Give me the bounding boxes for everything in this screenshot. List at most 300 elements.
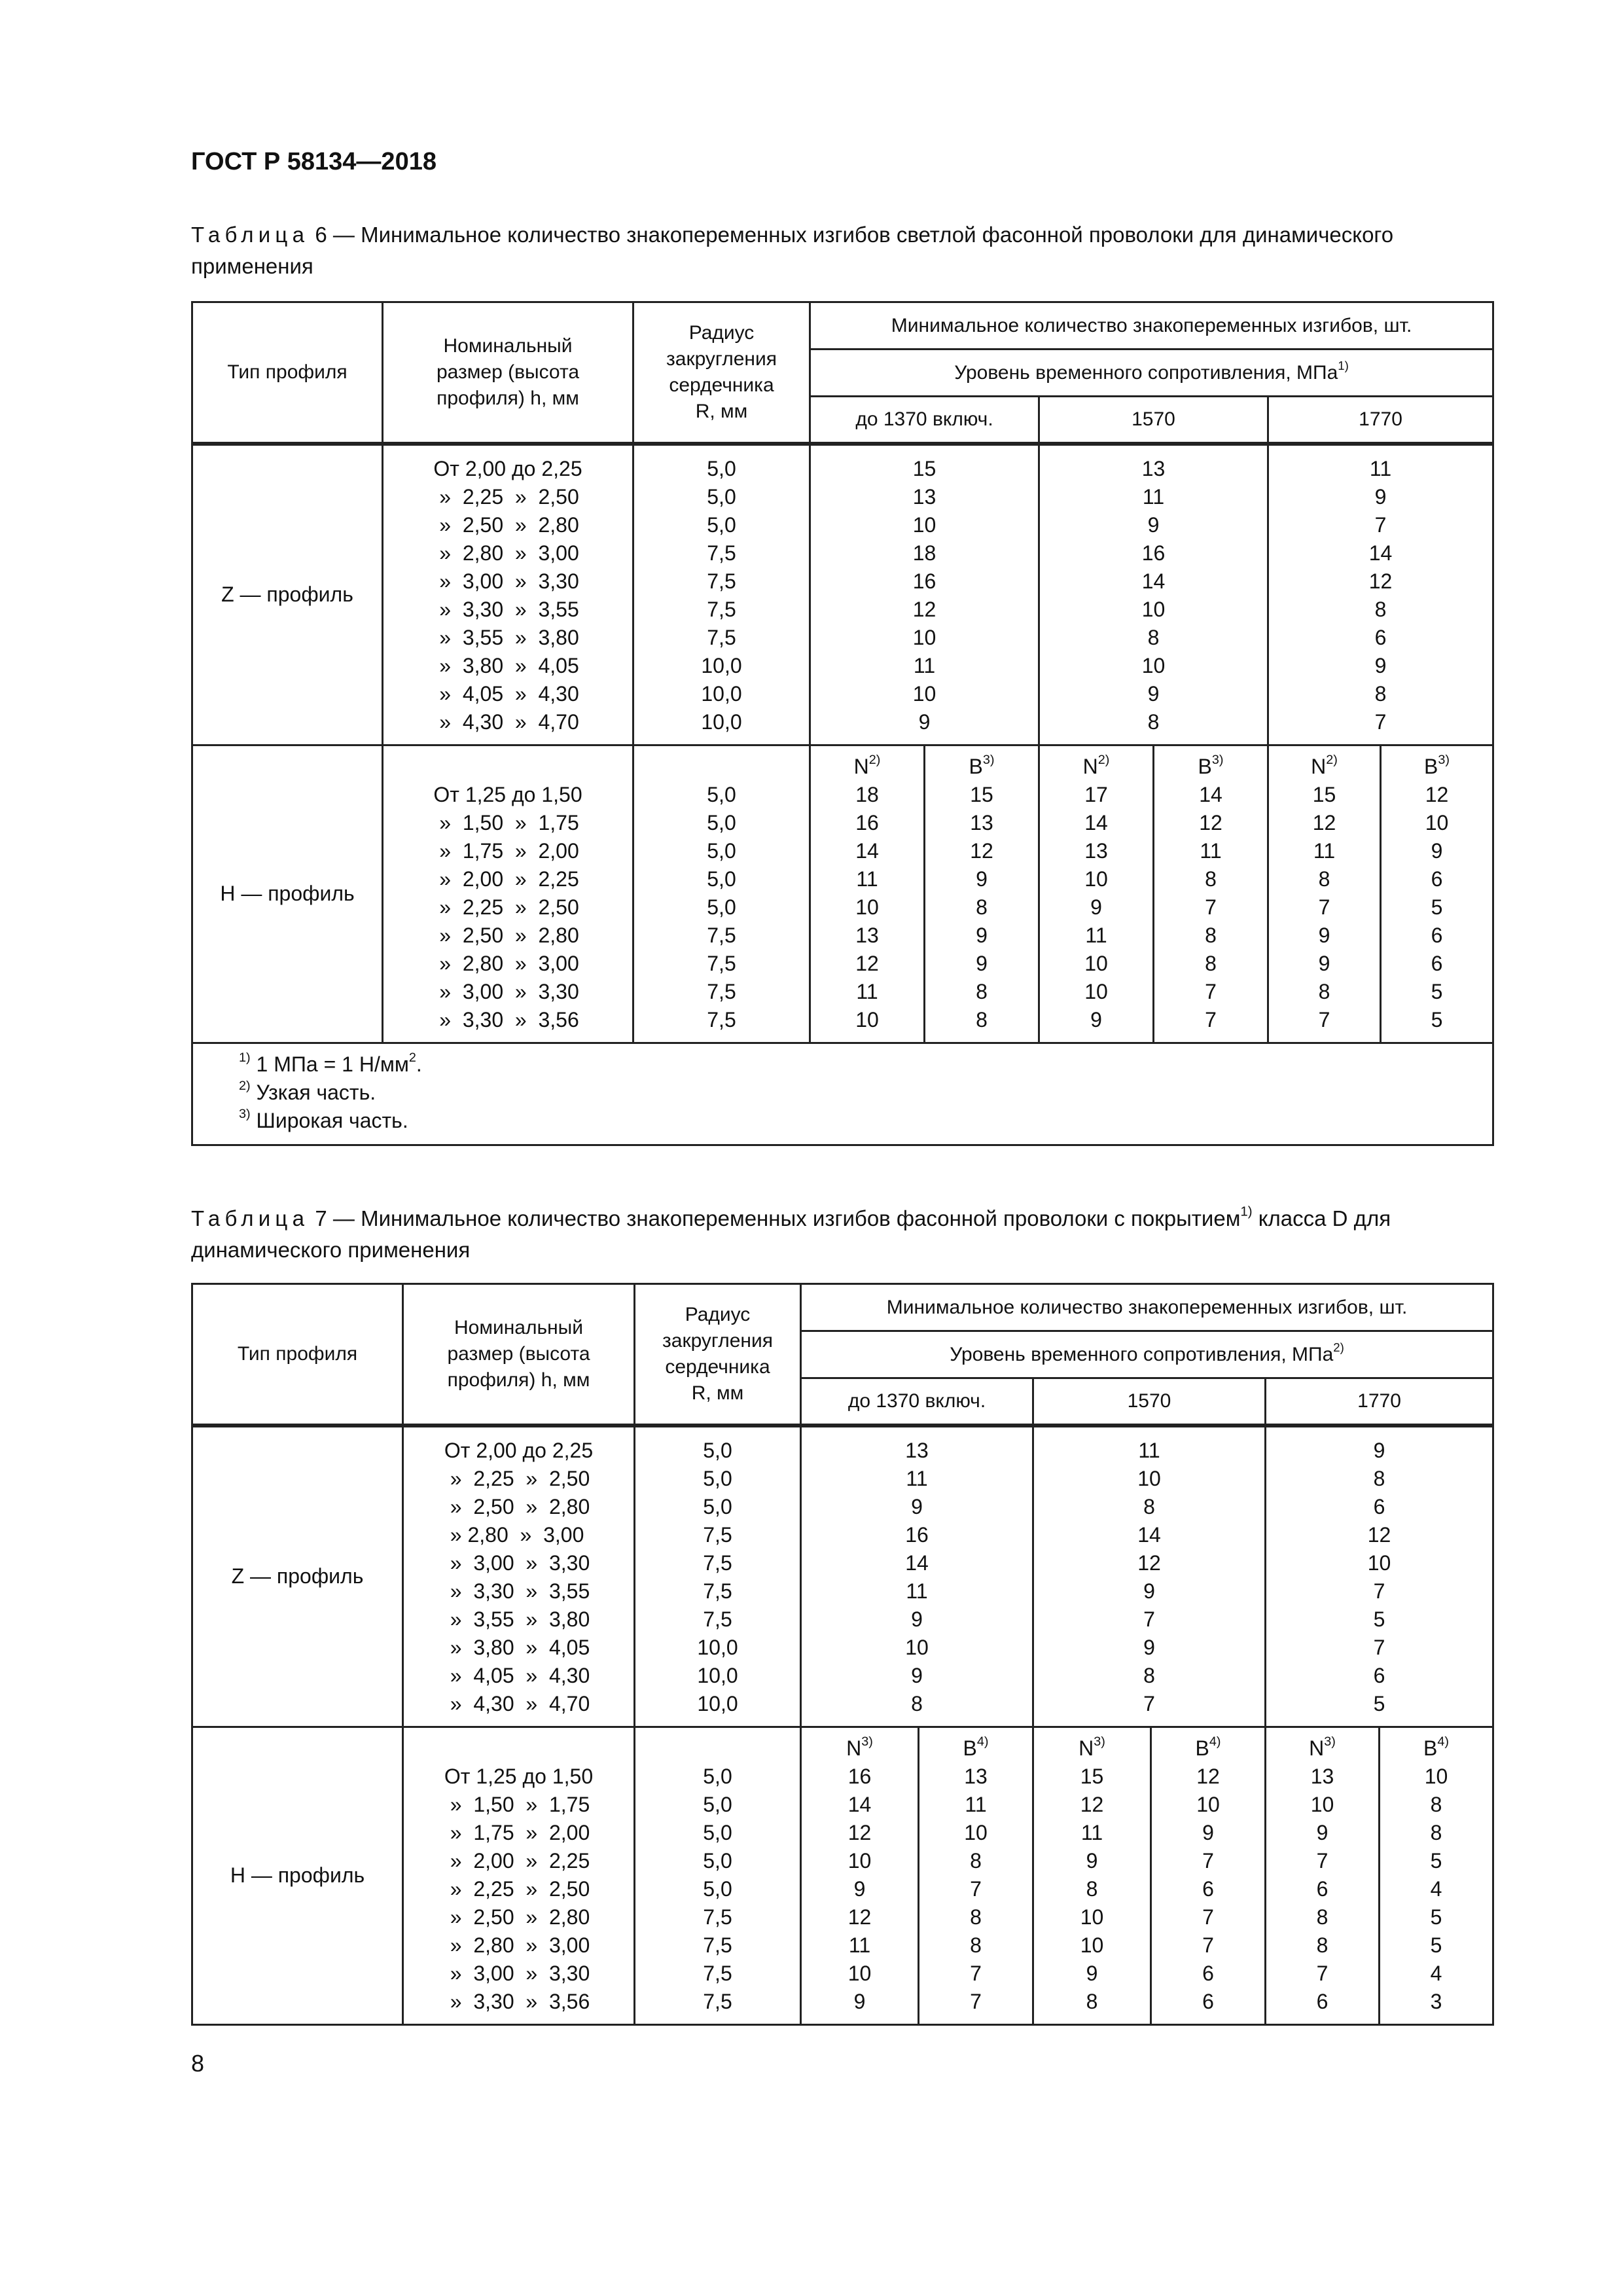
- h-1370-b-value: 10: [964, 1820, 988, 1844]
- z-values-1370-value: 13: [912, 484, 936, 509]
- z-values-1370-value: 16: [905, 1522, 929, 1547]
- h-1570-n-value: 9: [1090, 1007, 1102, 1031]
- h-sizes-value: » 3,30 » 3,56: [433, 1007, 579, 1031]
- h-1570-b-value: 6: [1202, 1876, 1214, 1901]
- table7: [191, 1283, 1494, 2026]
- z-values-1770-value: 9: [1374, 484, 1387, 509]
- h-1770-b: $B^{3)}$ 12 10 9 6 5 6 6 5 5: [1381, 745, 1493, 1043]
- z-sizes-value: » 4,05 » 4,30: [444, 1663, 590, 1687]
- z-radius-value: 10,0: [701, 709, 742, 734]
- h-1570-n-value: 10: [1084, 979, 1108, 1003]
- h-radius-value: 5,0: [703, 1820, 732, 1844]
- z-values-1370-value: 9: [911, 1607, 923, 1631]
- table7-z-row: [192, 1426, 1493, 1727]
- h-radius-value: 5,0: [707, 810, 736, 834]
- h-1370-n-value: 10: [855, 1007, 879, 1031]
- h-1370-b-value: 7: [970, 1961, 982, 1985]
- z-sizes-value: » 2,50 » 2,80: [433, 512, 579, 537]
- h-1370-n-value: 9: [853, 1989, 866, 2013]
- h-radius-value: 7,5: [707, 951, 736, 975]
- z-values-1370-value: 11: [913, 653, 936, 677]
- z-values-1570-value: 16: [1141, 541, 1166, 565]
- h-1570-b-value: 11: [1200, 838, 1222, 863]
- h-1770-b-value: 3: [1430, 1989, 1442, 2013]
- z-values-1770-value: 9: [1373, 1438, 1385, 1462]
- level-1570: 1570: [1039, 397, 1268, 444]
- document-header: ГОСТ Р 58134—2018: [191, 148, 437, 175]
- h-1570-n-value: 10: [1080, 1933, 1104, 1957]
- h-1370-b-value: 9: [976, 867, 988, 891]
- h-radius-value: 5,0: [703, 1848, 732, 1873]
- z-values-1770-value: 14: [1368, 541, 1393, 565]
- h-1570-n-value: 17: [1084, 782, 1108, 806]
- h-radius-value: 5,0: [707, 867, 736, 891]
- table6-caption: Таблица 6 — Минимальное количество знакопеременных изгибов светлой фасонной проволоки для динамического применения: [191, 223, 1394, 278]
- z-values-1570-value: 8: [1143, 1494, 1155, 1518]
- h-1570-b-value: 7: [1202, 1905, 1214, 1929]
- h-1770-n-value: 12: [1312, 810, 1336, 834]
- z-radius-value: 5,0: [703, 1494, 732, 1518]
- z-values-1370-value: 16: [912, 569, 936, 593]
- h-radius: [633, 745, 810, 1043]
- h-1370-n-value: 14: [855, 838, 879, 863]
- page-number: 8: [191, 2050, 205, 2077]
- z-sizes-value: » 3,00 » 3,30: [444, 1551, 590, 1575]
- h-1370-b-value: 8: [976, 1007, 988, 1031]
- h-sizes-value: » 2,25 » 2,50: [433, 895, 579, 919]
- h-1570-b-value: 10: [1196, 1792, 1220, 1816]
- h-radius-value: 7,5: [703, 1933, 732, 1957]
- col-header-type: Тип профиля: [192, 1284, 403, 1426]
- level-1370: до 1370 включ.: [801, 1378, 1033, 1426]
- h-sizes-value: » 2,80 » 3,00: [444, 1933, 590, 1957]
- h-1770-b-value: 5: [1431, 1007, 1443, 1031]
- z-values-1570: [1039, 444, 1268, 745]
- h-1770-n: $N^{2)}$ 15 12 11 8 7 9 9 8 7: [1268, 745, 1381, 1043]
- z-values-1570-value: 11: [1138, 1438, 1160, 1462]
- z-values-1370-value: 9: [911, 1663, 923, 1687]
- z-values-1770-value: 7: [1373, 1635, 1385, 1659]
- h-1770-b-value: 5: [1430, 1933, 1442, 1957]
- z-values-1570-value: 8: [1147, 709, 1160, 734]
- z-values-1370-value: 10: [912, 625, 936, 649]
- h-1570-n-value: 15: [1080, 1764, 1104, 1788]
- h-1770-n-value: 7: [1318, 1007, 1330, 1031]
- h-1570-b-value: 7: [1205, 895, 1217, 919]
- footnote-1: $^{1)}$ 1 МПа = 1 $Н/мм^2$.: [239, 1050, 422, 1076]
- profile-label-z: Z — профиль: [192, 444, 383, 745]
- h-1570-b-value: 7: [1202, 1933, 1214, 1957]
- z-values-1770-value: 8: [1374, 681, 1387, 706]
- h-sizes-value: » 3,00 » 3,30: [444, 1961, 590, 1985]
- h-1770-b-value: 4: [1430, 1876, 1442, 1901]
- h-1570-n-value: 10: [1084, 867, 1108, 891]
- h-sizes-value: » 2,25 » 2,50: [444, 1876, 590, 1901]
- level-1570: 1570: [1033, 1378, 1266, 1426]
- z-values-1370: [801, 1426, 1033, 1727]
- z-radius-value: 10,0: [697, 1663, 738, 1687]
- level-1370: до 1370 включ.: [810, 397, 1039, 444]
- h-1570-n-value: 9: [1086, 1848, 1098, 1873]
- h-sizes-value: » 2,50 » 2,80: [444, 1905, 590, 1929]
- z-values-1570-value: 14: [1141, 569, 1166, 593]
- z-values-1770-value: 7: [1374, 512, 1387, 537]
- z-values-1770-value: 10: [1367, 1551, 1391, 1575]
- z-sizes-value: » 2,80 » 3,00: [444, 1522, 584, 1547]
- h-1770-b-value: 9: [1431, 838, 1443, 863]
- z-radius-value: 10,0: [697, 1691, 738, 1715]
- h-1370-b: $B^{3)}$ 15 13 12 9 8 9 9 8 8: [925, 745, 1039, 1043]
- z-radius-value: 5,0: [707, 512, 736, 537]
- h-1770-n-value: 10: [1310, 1792, 1334, 1816]
- footnote-2: $^{2)}$ Узкая часть.: [239, 1078, 376, 1104]
- col-header-level: Уровень временного сопротивления, МПа$^{1)}$: [810, 350, 1493, 397]
- z-values-1570-value: 7: [1143, 1607, 1155, 1631]
- h-radius-value: 5,0: [703, 1792, 732, 1816]
- z-values-1370-value: 15: [912, 456, 936, 480]
- z-sizes-value: » 2,25 » 2,50: [444, 1466, 590, 1490]
- h-1770-n-value: 8: [1316, 1933, 1329, 1957]
- h-radius-value: 5,0: [703, 1876, 732, 1901]
- h-1570-b: $B^{3)}$ 14 12 11 8 7 8 8 7 7: [1154, 745, 1268, 1043]
- h-1570-n-value: 10: [1084, 951, 1108, 975]
- h-1570-n-value: 10: [1080, 1905, 1104, 1929]
- h-1370-n-value: 11: [856, 867, 878, 891]
- h-radius-value: 7,5: [707, 923, 736, 947]
- level-1770: 1770: [1268, 397, 1493, 444]
- h-1770-n-value: 15: [1312, 782, 1336, 806]
- h-1770-b-value: 6: [1431, 923, 1443, 947]
- level-1770: 1770: [1266, 1378, 1493, 1426]
- h-1770-b-value: 10: [1425, 810, 1449, 834]
- h-radius-value: 5,0: [703, 1764, 732, 1788]
- z-values-1570-value: 9: [1147, 512, 1160, 537]
- h-radius-value: 7,5: [703, 1961, 732, 1985]
- h-1370-n-value: 16: [855, 810, 879, 834]
- h-1370-n-value: 9: [853, 1876, 866, 1901]
- h-sizes-value: » 2,00 » 2,25: [433, 867, 579, 891]
- h-1570-b-value: 14: [1199, 782, 1222, 806]
- h-sizes-value: » 2,50 » 2,80: [433, 923, 579, 947]
- z-sizes-value: От 2,00 до 2,25: [433, 456, 582, 480]
- z-radius-value: 7,5: [707, 597, 736, 621]
- h-1370-n-value: 11: [856, 979, 878, 1003]
- z-values-1570-value: 8: [1147, 625, 1160, 649]
- z-radius-value: 7,5: [703, 1607, 732, 1631]
- h-1370-b-value: 8: [976, 979, 988, 1003]
- h-1770-n-value: 8: [1316, 1905, 1329, 1929]
- h-1570-n-value: 12: [1080, 1792, 1104, 1816]
- col-header-radius: Радиус закругления сердечника R, мм: [635, 1284, 801, 1426]
- h-1370-n-value: 16: [847, 1764, 872, 1788]
- h-1770-n-value: 6: [1316, 1989, 1329, 2013]
- h-1770-n-value: 7: [1316, 1961, 1329, 1985]
- z-values-1770-value: 11: [1369, 456, 1392, 480]
- h-sizes-value: » 2,00 » 2,25: [444, 1848, 590, 1873]
- z-radius-value: 7,5: [703, 1551, 732, 1575]
- h-1370-b-value: 9: [976, 951, 988, 975]
- z-sizes-value: » 3,30 » 3,55: [433, 597, 579, 621]
- z-radius-value: 10,0: [701, 681, 742, 706]
- table7-caption: Таблица 7 — Минимальное количество знакопеременных изгибов фасонной проволоки с покрытием$^{1)}$ класса D для динамического применения: [191, 1204, 1391, 1262]
- h-1570-b-value: 8: [1205, 867, 1217, 891]
- h-1770-n-value: 9: [1318, 951, 1330, 975]
- h-sizes-value: От 1,25 до 1,50: [433, 782, 582, 806]
- z-values-1770: [1266, 1426, 1493, 1727]
- col-header-size: Номинальный размер (высота профиля) h, мм: [383, 302, 633, 444]
- h-1570-b-value: 6: [1202, 1989, 1214, 2013]
- col-header-radius: Радиус закругления сердечника R, мм: [633, 302, 810, 444]
- z-values-1570-value: 7: [1143, 1691, 1155, 1715]
- h-1770-b: $B^{4)}$ 10 8 8 5 4 5 5 4 3: [1380, 1727, 1493, 2024]
- profile-label-h: H — профиль: [192, 745, 383, 1043]
- col-header-type: Тип профиля: [192, 302, 383, 444]
- table6-footnotes: [192, 1043, 1493, 1145]
- table6-h-row: [192, 745, 1493, 1043]
- z-values-1370-value: 9: [918, 709, 931, 734]
- h-radius-value: 5,0: [707, 782, 736, 806]
- h-1370-n-value: 18: [855, 782, 879, 806]
- z-values-1570-value: 11: [1142, 484, 1165, 509]
- z-values-1770-value: 8: [1374, 597, 1387, 621]
- h-1570-b-value: 8: [1205, 923, 1217, 947]
- h-1370-n-value: 12: [855, 951, 879, 975]
- h-sizes-value: » 1,75 » 2,00: [433, 838, 579, 863]
- h-1770-n-value: 7: [1318, 895, 1330, 919]
- z-values-1370-value: 10: [912, 681, 936, 706]
- h-1770-b-value: 6: [1431, 951, 1443, 975]
- h-1570-n-value: 14: [1084, 810, 1108, 834]
- z-values-1570-value: 13: [1141, 456, 1166, 480]
- h-1570-n-value: 13: [1084, 838, 1108, 863]
- col-header-size: Номинальный размер (высота профиля) h, мм: [403, 1284, 635, 1426]
- z-values-1370-value: 10: [905, 1635, 929, 1659]
- z-values-1570-value: 10: [1141, 653, 1166, 677]
- z-radius-value: 5,0: [703, 1438, 732, 1462]
- z-sizes-value: » 2,25 » 2,50: [433, 484, 579, 509]
- h-1370-b-value: 7: [970, 1989, 982, 2013]
- h-1570-n-value: 8: [1086, 1876, 1098, 1901]
- h-1370-b-value: 8: [970, 1933, 982, 1957]
- z-values-1370-value: 9: [911, 1494, 923, 1518]
- z-sizes-value: От 2,00 до 2,25: [444, 1438, 594, 1462]
- col-header-min-bends: Минимальное количество знакопеременных изгибов, шт.: [801, 1284, 1493, 1331]
- h-1370-n-value: 11: [848, 1933, 871, 1957]
- z-sizes-value: » 4,30 » 4,70: [433, 709, 579, 734]
- h-1770-n-value: 6: [1316, 1876, 1329, 1901]
- z-sizes-value: » 3,80 » 4,05: [433, 653, 579, 677]
- h-1370-n-value: 10: [847, 1848, 872, 1873]
- z-values-1570-value: 9: [1147, 681, 1160, 706]
- h-1370-b-value: 13: [970, 810, 993, 834]
- h-1370-n-value: 12: [847, 1905, 872, 1929]
- h-1570-n: $N^{2)}$ 17 14 13 10 9 11 10 10 9: [1039, 745, 1154, 1043]
- h-1770-b-value: 8: [1430, 1820, 1442, 1844]
- h-sizes-value: » 3,00 » 3,30: [433, 979, 579, 1003]
- z-radius-value: 5,0: [703, 1466, 732, 1490]
- h-1370-n-value: 12: [847, 1820, 872, 1844]
- z-values-1370-value: 8: [911, 1691, 923, 1715]
- profile-label-h: H — профиль: [192, 1727, 403, 2024]
- h-sizes-value: От 1,25 до 1,50: [444, 1764, 594, 1788]
- z-values-1770-value: 12: [1368, 569, 1393, 593]
- h-1570-n-value: 11: [1085, 923, 1107, 947]
- z-values-1370-value: 11: [906, 1466, 928, 1490]
- h-1570-b: $B^{4)}$ 12 10 9 7 6 7 7 6 6: [1151, 1727, 1266, 2024]
- h-radius-value: 7,5: [703, 1905, 732, 1929]
- h-1370-b-value: 8: [970, 1905, 982, 1929]
- h-1770-b-value: 5: [1431, 895, 1443, 919]
- z-sizes-value: » 2,80 » 3,00: [433, 541, 579, 565]
- h-sizes: [383, 745, 633, 1043]
- h-1770-b-value: 10: [1424, 1764, 1448, 1788]
- z-radius-value: 10,0: [701, 653, 742, 677]
- z-values-1570-value: 14: [1137, 1522, 1161, 1547]
- h-1370-n-value: 10: [855, 895, 879, 919]
- h-1570-n-value: 9: [1090, 895, 1102, 919]
- h-1770-n-value: 9: [1316, 1820, 1329, 1844]
- h-1570-n-value: 8: [1086, 1989, 1098, 2013]
- h-1570-b-value: 8: [1205, 951, 1217, 975]
- table6-z-row: [192, 444, 1493, 745]
- h-1370-n-value: 10: [847, 1961, 872, 1985]
- z-sizes-value: » 3,00 » 3,30: [433, 569, 579, 593]
- z-values-1370-value: 11: [906, 1579, 928, 1603]
- h-1370-b-value: 15: [970, 782, 993, 806]
- z-sizes-value: » 3,30 » 3,55: [444, 1579, 590, 1603]
- z-sizes-value: » 2,50 » 2,80: [444, 1494, 590, 1518]
- h-1370-b-value: 8: [970, 1848, 982, 1873]
- h-1570-b-value: 7: [1205, 979, 1217, 1003]
- h-1570-n-value: 9: [1086, 1961, 1098, 1985]
- z-values-1770-value: 6: [1373, 1663, 1385, 1687]
- h-1770-n-value: 13: [1310, 1764, 1334, 1788]
- z-values-1570-value: 12: [1137, 1551, 1161, 1575]
- z-values-1770-value: 7: [1373, 1579, 1385, 1603]
- z-values-1570-value: 9: [1143, 1635, 1155, 1659]
- h-1370-n: $N^{2)}$ 18 16 14 11 10 13 12 11 10: [810, 745, 925, 1043]
- h-1570-n: $N^{3)}$ 15 12 11 9 8 10 10 9 8: [1033, 1727, 1151, 2024]
- h-sizes-value: » 1,75 » 2,00: [444, 1820, 590, 1844]
- z-radius-value: 7,5: [707, 569, 736, 593]
- table6: [191, 301, 1494, 1146]
- h-1770-b-value: 12: [1425, 782, 1449, 806]
- z-values-1770-value: 5: [1373, 1691, 1385, 1715]
- h-1770-n-value: 7: [1316, 1848, 1329, 1873]
- h-1770-b-value: 5: [1430, 1905, 1442, 1929]
- h-radius-value: 7,5: [707, 979, 736, 1003]
- h-radius-value: 5,0: [707, 838, 736, 863]
- z-values-1570-value: 10: [1137, 1466, 1161, 1490]
- z-values-1770-value: 5: [1373, 1607, 1385, 1631]
- h-radius: [635, 1727, 801, 2024]
- z-values-1770-value: 8: [1373, 1466, 1385, 1490]
- z-values-1370-value: 18: [912, 541, 936, 565]
- z-sizes-value: » 4,30 » 4,70: [444, 1691, 590, 1715]
- h-1370-b: $B^{4)}$ 13 11 10 8 7 8 8 7 7: [919, 1727, 1033, 2024]
- z-values-1570-value: 9: [1143, 1579, 1155, 1603]
- h-1370-b-value: 12: [970, 838, 993, 863]
- z-values-1370-value: 10: [912, 512, 936, 537]
- z-values-1570: [1033, 1426, 1266, 1727]
- z-radius-value: 7,5: [707, 625, 736, 649]
- z-values-1770-value: 7: [1374, 709, 1387, 734]
- h-radius-value: 7,5: [703, 1989, 732, 2013]
- h-radius-value: 5,0: [707, 895, 736, 919]
- z-values-1570-value: 8: [1143, 1663, 1155, 1687]
- h-1570-b-value: 6: [1202, 1961, 1214, 1985]
- h-1770-b-value: 4: [1430, 1961, 1442, 1985]
- table7-h-row: [192, 1727, 1493, 2024]
- h-1370-n: $N^{3)}$ 16 14 12 10 9 12 11 10 9: [801, 1727, 919, 2024]
- h-1370-n-value: 14: [847, 1792, 872, 1816]
- z-radius-value: 5,0: [707, 484, 736, 509]
- z-values-1370-value: 13: [905, 1438, 929, 1462]
- z-radius-value: 7,5: [703, 1579, 732, 1603]
- h-sizes-value: » 1,50 » 1,75: [444, 1792, 590, 1816]
- z-radius-value: 5,0: [707, 456, 736, 480]
- z-values-1370: [810, 444, 1039, 745]
- col-header-min-bends: Минимальное количество знакопеременных изгибов, шт.: [810, 302, 1493, 350]
- z-radius-value: 7,5: [703, 1522, 732, 1547]
- h-1570-n-value: 11: [1080, 1820, 1103, 1844]
- h-1570-b-value: 12: [1196, 1764, 1220, 1788]
- z-sizes-value: » 3,55 » 3,80: [433, 625, 579, 649]
- h-1570-b-value: 9: [1202, 1820, 1214, 1844]
- z-values-1370-value: 14: [905, 1551, 929, 1575]
- h-1770-b-value: 8: [1430, 1792, 1442, 1816]
- z-values-1370-value: 12: [912, 597, 936, 621]
- z-values-1770: [1268, 444, 1493, 745]
- z-radius-value: 7,5: [707, 541, 736, 565]
- h-1770-b-value: 6: [1431, 867, 1443, 891]
- h-sizes: [403, 1727, 635, 2024]
- h-1770-n: $N^{3)}$ 13 10 9 7 6 8 8 7 6: [1266, 1727, 1380, 2024]
- z-sizes-value: » 4,05 » 4,30: [433, 681, 579, 706]
- h-1770-n-value: 8: [1318, 979, 1330, 1003]
- z-radius-value: 10,0: [697, 1635, 738, 1659]
- h-1770-n-value: 11: [1313, 838, 1336, 863]
- z-radius: [633, 444, 810, 745]
- h-1770-n-value: 9: [1318, 923, 1330, 947]
- z-sizes: [383, 444, 633, 745]
- h-1770-b-value: 5: [1430, 1848, 1442, 1873]
- h-radius-value: 7,5: [707, 1007, 736, 1031]
- h-1370-b-value: 7: [970, 1876, 982, 1901]
- profile-label-z: Z — профиль: [192, 1426, 403, 1727]
- h-1370-b-value: 9: [976, 923, 988, 947]
- h-sizes-value: » 1,50 » 1,75: [433, 810, 579, 834]
- h-1370-b-value: 8: [976, 895, 988, 919]
- z-values-1770-value: 6: [1374, 625, 1387, 649]
- h-1570-b-value: 7: [1202, 1848, 1214, 1873]
- col-header-level: Уровень временного сопротивления, МПа$^{2)}$: [801, 1331, 1493, 1378]
- z-sizes-value: » 3,80 » 4,05: [444, 1635, 590, 1659]
- h-1370-b-value: 11: [965, 1792, 987, 1816]
- z-values-1770-value: 12: [1367, 1522, 1391, 1547]
- z-sizes-value: » 3,55 » 3,80: [444, 1607, 590, 1631]
- footnote-3: $^{3)}$ Широкая часть.: [239, 1106, 408, 1132]
- z-sizes: [403, 1426, 635, 1727]
- z-values-1570-value: 10: [1141, 597, 1166, 621]
- h-1570-b-value: 7: [1205, 1007, 1217, 1031]
- h-1770-b-value: 5: [1431, 979, 1443, 1003]
- z-values-1770-value: 6: [1373, 1494, 1385, 1518]
- h-1570-b-value: 12: [1199, 810, 1222, 834]
- z-radius: [635, 1426, 801, 1727]
- h-sizes-value: » 2,80 » 3,00: [433, 951, 579, 975]
- z-values-1770-value: 9: [1374, 653, 1387, 677]
